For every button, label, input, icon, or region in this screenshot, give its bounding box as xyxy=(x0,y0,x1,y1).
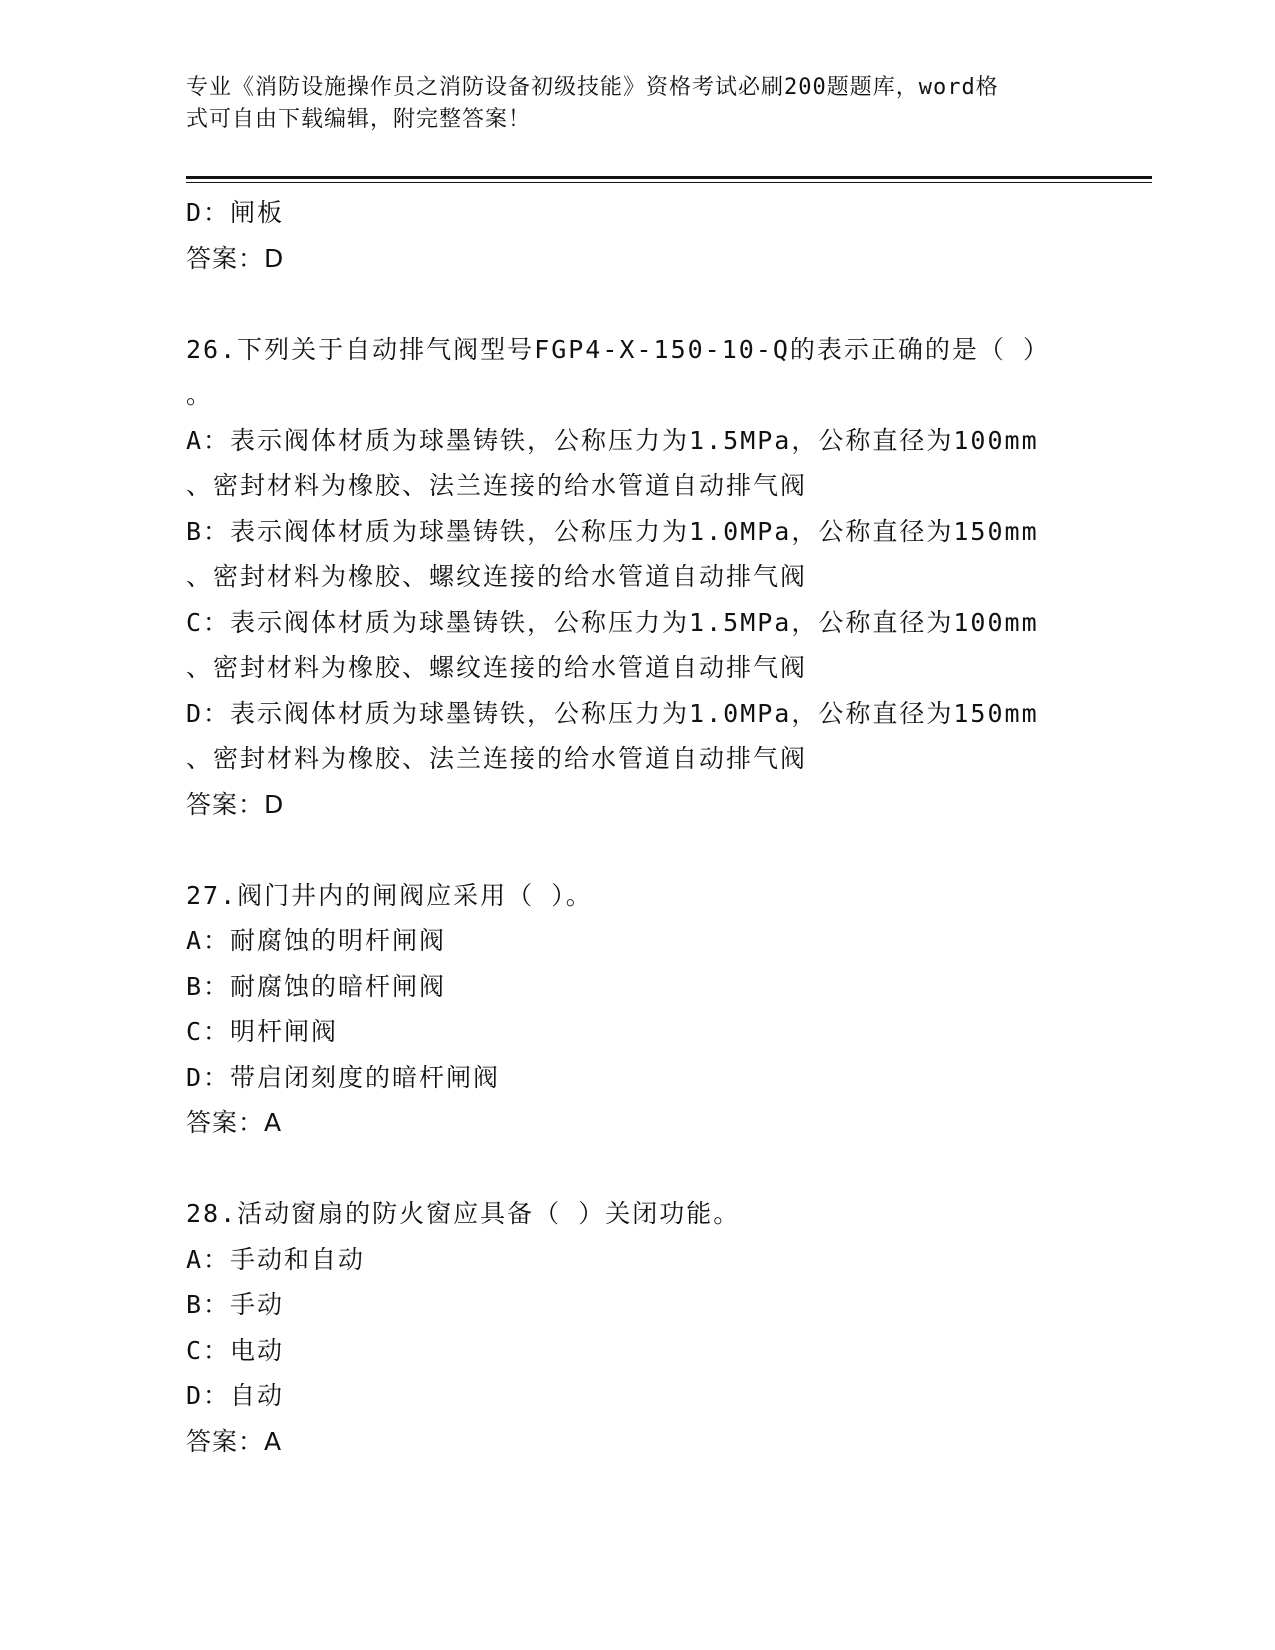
question-26 xyxy=(186,327,1086,828)
option-b-cont: 、密封材料为橡胶、螺纹连接的给水管道自动排气阀 xyxy=(186,562,808,591)
document-header xyxy=(186,72,1066,136)
spacer xyxy=(186,1146,1086,1192)
option-d: D：带启闭刻度的暗杆闸阀 xyxy=(186,1062,501,1092)
option-c: C：电动 xyxy=(186,1335,285,1365)
question-stem: 27.阀门井内的闸阀应采用（ ）。 xyxy=(186,880,593,910)
question-stem: 28.活动窗扇的防火窗应具备（ ）关闭功能。 xyxy=(186,1199,741,1228)
question-27 xyxy=(186,873,1086,1146)
spacer xyxy=(186,827,1086,873)
option-d: D：自动 xyxy=(186,1381,285,1410)
answer: 答案：D xyxy=(186,789,285,819)
option-a: A：耐腐蚀的明杆闸阀 xyxy=(186,926,447,955)
header-line-1: 专业《消防设施操作员之消防设备初级技能》资格考试必刷200题题库，word格 xyxy=(186,75,999,100)
question-stem: 26.下列关于自动排气阀型号FGP4-X-150-10-Q的表示正确的是（ ） xyxy=(186,334,1050,364)
option-b: B：表示阀体材质为球墨铸铁，公称压力为1.0MPa，公称直径为150mm xyxy=(186,516,1039,546)
answer: 答案：A xyxy=(186,1108,283,1137)
option-c: C：明杆闸阀 xyxy=(186,1017,339,1046)
question-28 xyxy=(186,1191,1086,1464)
option-a: A：表示阀体材质为球墨铸铁，公称压力为1.5MPa，公称直径为100mm xyxy=(186,425,1039,455)
option-b: B：耐腐蚀的暗杆闸阀 xyxy=(186,971,447,1001)
prev-option-d: D：闸板 xyxy=(186,198,285,227)
header-line-2: 式可自由下载编辑，附完整答案！ xyxy=(186,107,532,132)
header-rule-thin xyxy=(186,182,1152,183)
header-rule-thick xyxy=(186,176,1152,179)
option-c: C：表示阀体材质为球墨铸铁，公称压力为1.5MPa，公称直径为100mm xyxy=(186,607,1039,637)
option-d: D：表示阀体材质为球墨铸铁，公称压力为1.0MPa，公称直径为150mm xyxy=(186,698,1039,728)
option-b: B：手动 xyxy=(186,1290,285,1319)
question-stem-cont: 。 xyxy=(186,380,214,409)
spacer xyxy=(186,281,1086,327)
question-content xyxy=(186,190,1086,1464)
option-a: A：手动和自动 xyxy=(186,1244,366,1274)
option-c-cont: 、密封材料为橡胶、螺纹连接的给水管道自动排气阀 xyxy=(186,653,808,682)
option-a-cont: 、密封材料为橡胶、法兰连接的给水管道自动排气阀 xyxy=(186,471,808,500)
answer: 答案：A xyxy=(186,1426,283,1456)
prev-answer: 答案：D xyxy=(186,243,285,273)
option-d-cont: 、密封材料为橡胶、法兰连接的给水管道自动排气阀 xyxy=(186,744,808,773)
